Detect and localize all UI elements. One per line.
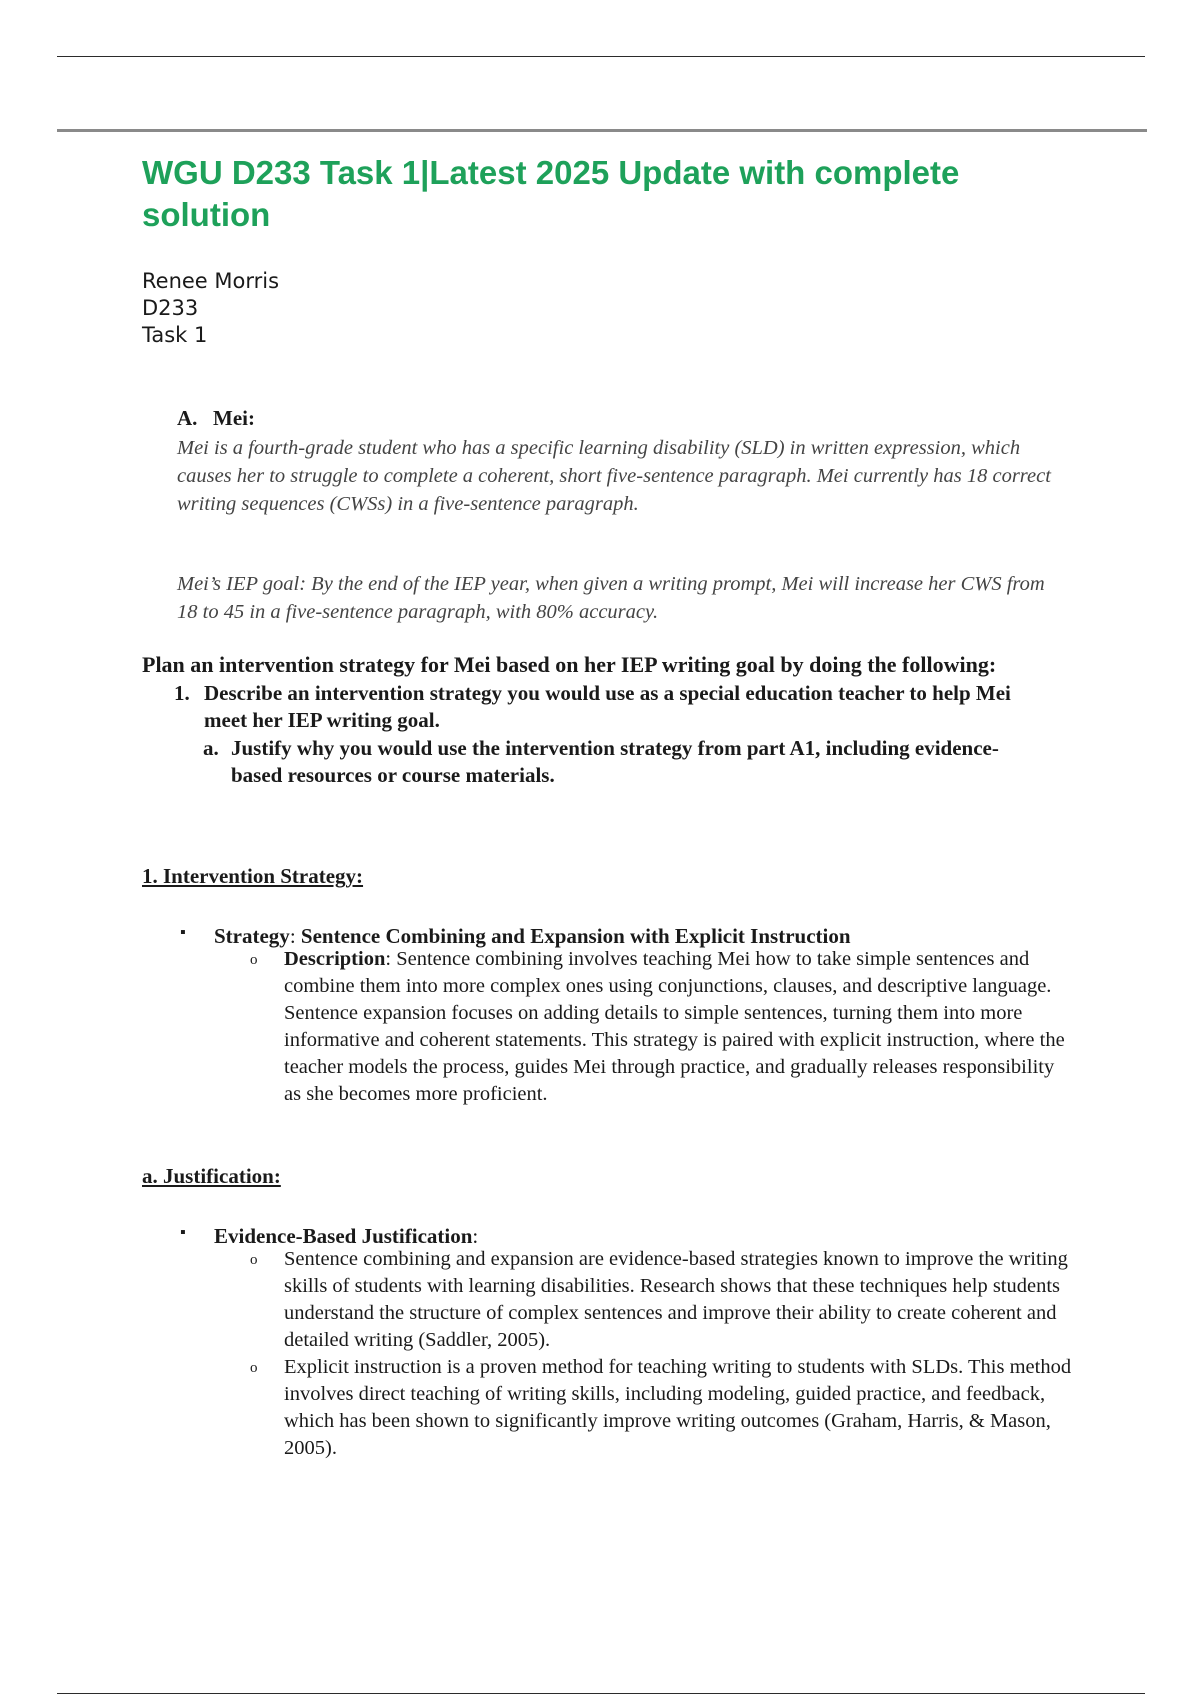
intervention-heading: 1. Intervention Strategy: (142, 864, 364, 888)
circle-bullet-icon: o (250, 1360, 258, 1376)
plan-item-1a (203, 735, 1043, 789)
task-label: Task 1 (142, 323, 208, 347)
author-name: Renee Morris (142, 269, 280, 293)
strategy-line: Strategy: Sentence Combining and Expansion with Explicit Instruction (214, 924, 851, 948)
circle-bullet-icon: o (250, 1252, 258, 1268)
plan-item-1-text: Describe an intervention strategy you would use as a special education teacher to help Mei meet her IEP writing goal. (204, 681, 1011, 732)
iep-goal: Mei’s IEP goal: By the end of the IEP year, when given a writing prompt, Mei will increase her CWS from 18 to 45 in a five-sentence paragraph, with 80% accuracy. (177, 573, 1045, 623)
strategy-description: Description: Sentence combining involves teaching Mei how to take simple sentences and combine them into more complex ones using conjunctions, clauses, and descriptive language. Sentence expansion focuses on adding details to simple sentences, turning them into more informative and coherent statements. This strategy is paired with explicit instruction, where the teacher models the process, guides Mei through practice, and gradually releases responsibility as she becomes more proficient. (284, 948, 1065, 1105)
author-block (142, 268, 279, 349)
square-bullet-icon: ▪ (180, 924, 186, 941)
description-text: Sentence combining involves teaching Mei how to take simple sentences and combine them into more complex ones using conjunctions, clauses, and descriptive language. Sentence expansion focuses on adding details to simple sentences, turning them into more informative and coherent statements. This strategy is paired with explicit instruction, where the teacher models the process, guides Mei through practice, and gradually releases responsibility as she becomes more proficient. (284, 948, 1065, 1105)
student-description: Mei is a fourth-grade student who has a specific learning disability (SLD) in written expression, which causes her to struggle to complete a coherent, short five-sentence paragraph. Mei currently has 18 correct writing sequences (CWSs) in a five-sentence paragraph. (177, 437, 1051, 515)
section-a-title: Mei: (213, 406, 255, 430)
evidence-line: Evidence-Based Justification: (214, 1224, 479, 1248)
section-a-heading (177, 406, 255, 431)
plan-item-1 (174, 680, 1054, 734)
justification-heading: a. Justification: (142, 1164, 281, 1188)
square-bullet-icon: ▪ (180, 1224, 186, 1241)
section-a-label: A. (177, 406, 198, 430)
bottom-rule (57, 1693, 1145, 1694)
description-label: Description (284, 948, 386, 970)
strategy-label: Strategy (214, 924, 290, 948)
plan-item-1a-text: Justify why you would use the intervention strategy from part A1, including evidence-based resources or course materials. (231, 736, 999, 787)
plan-item-1-number: 1. (174, 681, 190, 705)
strategy-value: Sentence Combining and Expansion with Explicit Instruction (300, 924, 851, 948)
circle-bullet-icon: o (250, 952, 258, 968)
plan-heading: Plan an intervention strategy for Mei based on her IEP writing goal by doing the following: (142, 652, 997, 677)
plan-item-1a-letter: a. (203, 736, 219, 760)
course-code: D233 (142, 296, 199, 320)
evidence-point-2: Explicit instruction is a proven method for teaching writing to students with SLDs. This method involves direct teaching of writing skills, including modeling, guided practice, and feedback, which has been shown to significantly improve writing outcomes (Graham, Harris, & Mason, 2005). (284, 1356, 1072, 1459)
document-title: WGU D233 Task 1|Latest 2025 Update with complete solution (142, 154, 960, 233)
header-rule (57, 129, 1147, 132)
evidence-point-1: Sentence combining and expansion are evidence-based strategies known to improve the writing skills of students with learning disabilities. Research shows that these techniques help students understand the structure of complex sentences and improve their ability to create coherent and detailed writing (Saddler, 2005). (284, 1248, 1068, 1351)
evidence-label: Evidence-Based Justification (214, 1224, 473, 1248)
top-rule (57, 56, 1145, 57)
